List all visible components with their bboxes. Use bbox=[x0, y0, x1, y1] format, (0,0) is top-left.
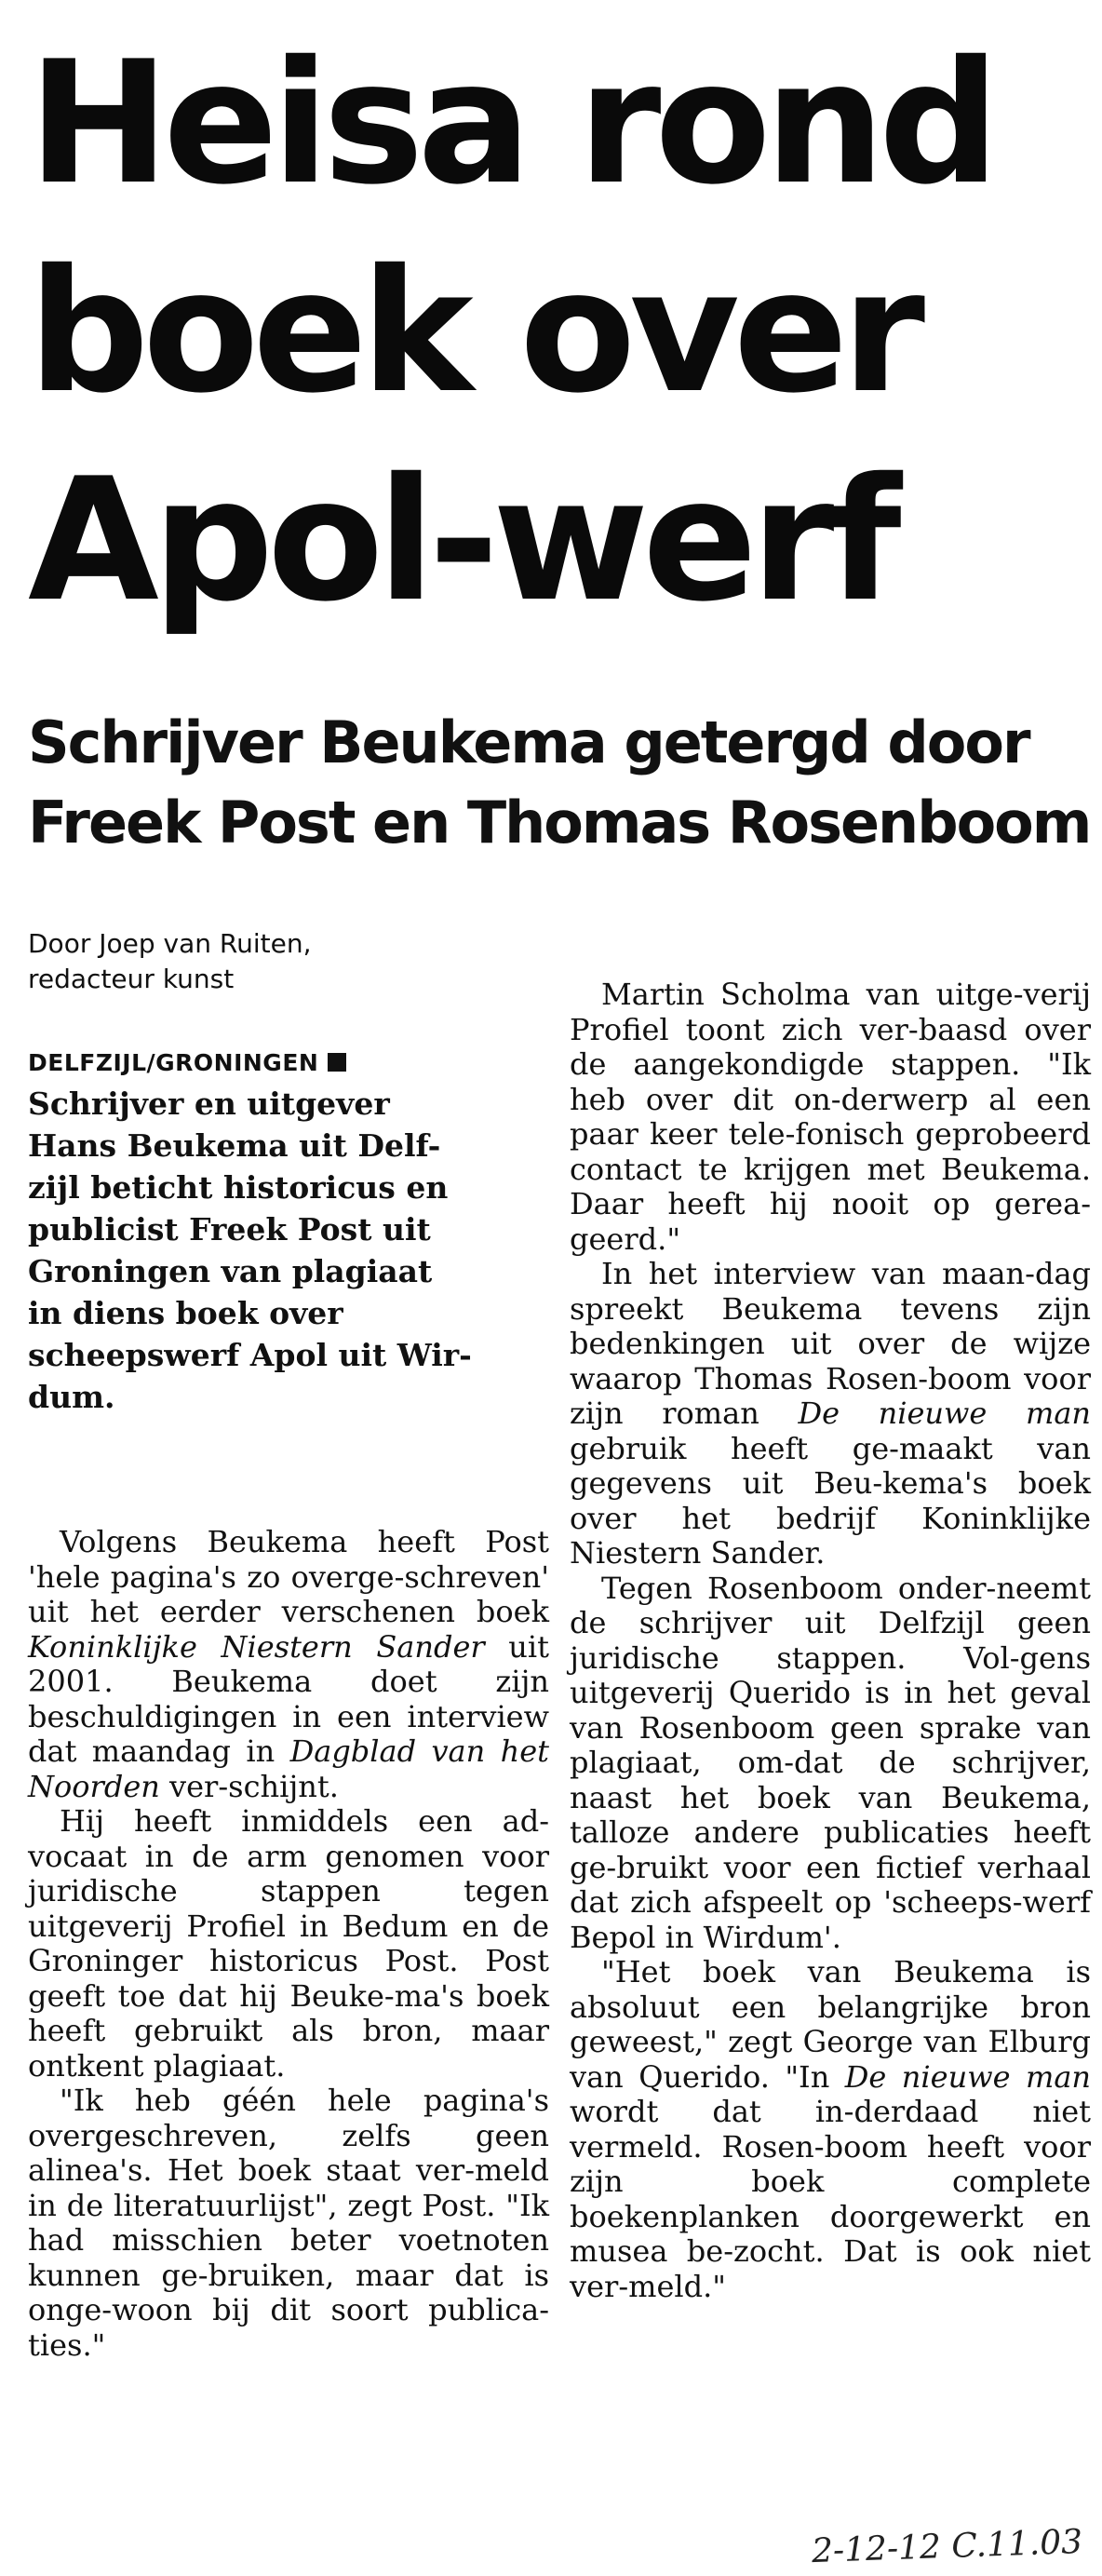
dateline-square-icon bbox=[328, 1053, 346, 1072]
novel-title: De nieuwe man bbox=[844, 2058, 1092, 2095]
body-text: ver-schijnt. bbox=[159, 1768, 339, 1804]
handwritten-note: 2-12-12 C.11.03 bbox=[811, 2522, 1083, 2571]
book-title: Koninklijke Niestern Sander bbox=[28, 1628, 485, 1665]
body-text: In het interview van maan-dag spreekt Beukema tevens zijn bedenkingen uit over de wijze waarop Thomas Rosen-boom voor zijn roman bbox=[570, 1256, 1091, 1431]
byline bbox=[28, 926, 549, 997]
subheadline-line-1: Schrijver Beukema getergd door bbox=[28, 708, 1029, 776]
byline-role: redacteur kunst bbox=[28, 964, 235, 994]
lead-line: Schrijver en uitgever bbox=[28, 1086, 390, 1122]
lead-line: Hans Beukema uit Delf- bbox=[28, 1127, 441, 1164]
body-text: "Het boek van Beukema is absoluut een belangrijke bron geweest," zegt George van Elburg van Querido. "In bbox=[570, 1954, 1091, 2095]
lead-line: Groningen van plagiaat bbox=[28, 1253, 433, 1289]
body-text: wordt dat in-derdaad niet vermeld. Rosen-boom heeft voor zijn boek complete boekenplanken doorgewerkt en musea be-zocht. Dat is ook niet ver-meld." bbox=[570, 2094, 1091, 2304]
byline-author: Door Joep van Ruiten, bbox=[28, 928, 312, 959]
headline-line-3: Apol-werf bbox=[28, 441, 895, 639]
body-paragraph: "Ik heb géén hele pagina's overgeschreven, zelfs geen alinea's. Het boek staat ver-meld in de literatuurlijst", zegt Post. "Ik had misschien beter voetnoten kunnen ge-bruiken, maar dat is onge-woon bij dit soort publica-ties." bbox=[28, 2083, 549, 2363]
subheadline-line-2: Freek Post en Thomas Rosenboom bbox=[28, 789, 1091, 856]
headline-line-2: boek over bbox=[28, 233, 920, 430]
body-paragraph: Martin Scholma van uitge-verij Profiel toont zich ver-baasd over de aangekondigde stappen. "Ik heb over dit on-derwerp al een paar keer tele-fonisch geprobeerd contact te krijgen met Beukema. Daar heeft hij nooit op gerea-geerd." bbox=[570, 977, 1091, 1257]
novel-title: De nieuwe man bbox=[798, 1396, 1091, 1431]
body-paragraph bbox=[570, 1955, 1091, 2304]
headline-line-1: Heisa rond bbox=[28, 24, 994, 222]
lead-line: publicist Freek Post uit bbox=[28, 1211, 431, 1248]
body-text: gebruik heeft ge-maakt van gegevens uit Beu-kema's boek over het bedrijf Koninklijke Niestern Sander. bbox=[570, 1430, 1091, 1571]
lead-line: scheepswerf Apol uit Wir- bbox=[28, 1337, 472, 1373]
body-paragraph: Hij heeft inmiddels een ad-vocaat in de arm genomen voor juridische stappen tegen uitgeverij Profiel in Bedum en de Groninger historicus Post. Post geeft toe dat hij Beuke-ma's boek heeft gebruikt als bron, maar ontkent plagiaat. bbox=[28, 1803, 549, 2084]
body-paragraph: Tegen Rosenboom onder-neemt de schrijver uit Delfzijl geen juridische stappen. Vol-gens uitgeverij Querido is in het geval van Rosenboom geen sprake van plagiaat, om-dat de schrijver, naast het boek van Beukema, talloze andere publicaties heeft ge-bruikt voor een fictief verhaal dat zich afspeelt op 'scheeps-werf Bepol in Wirdum'. bbox=[570, 1570, 1091, 1955]
lead-line: in diens boek over bbox=[28, 1295, 343, 1331]
body-text: uit 2001. Beukema doet zijn beschuldigingen in een interview dat maandag in bbox=[28, 1628, 550, 1769]
newspaper-title: Dagblad van het Noorden bbox=[28, 1733, 550, 1804]
body-text: Volgens Beukema heeft Post 'hele pagina's zo overge-schreven' uit het eerder verschenen boek bbox=[28, 1524, 549, 1629]
subheadline bbox=[28, 703, 1091, 863]
body-left-column bbox=[28, 1525, 549, 2363]
body-right-column bbox=[570, 978, 1091, 2304]
body-paragraph bbox=[570, 1257, 1091, 1571]
dateline-text: DELFZIJL/GRONINGEN bbox=[28, 1049, 319, 1076]
lead-line: dum. bbox=[28, 1379, 115, 1415]
headline bbox=[28, 19, 1080, 644]
dateline bbox=[28, 1047, 549, 1079]
lead-paragraph bbox=[28, 1083, 549, 1418]
body-paragraph bbox=[28, 1525, 549, 1804]
lead-line: zijl beticht historicus en bbox=[28, 1169, 449, 1206]
